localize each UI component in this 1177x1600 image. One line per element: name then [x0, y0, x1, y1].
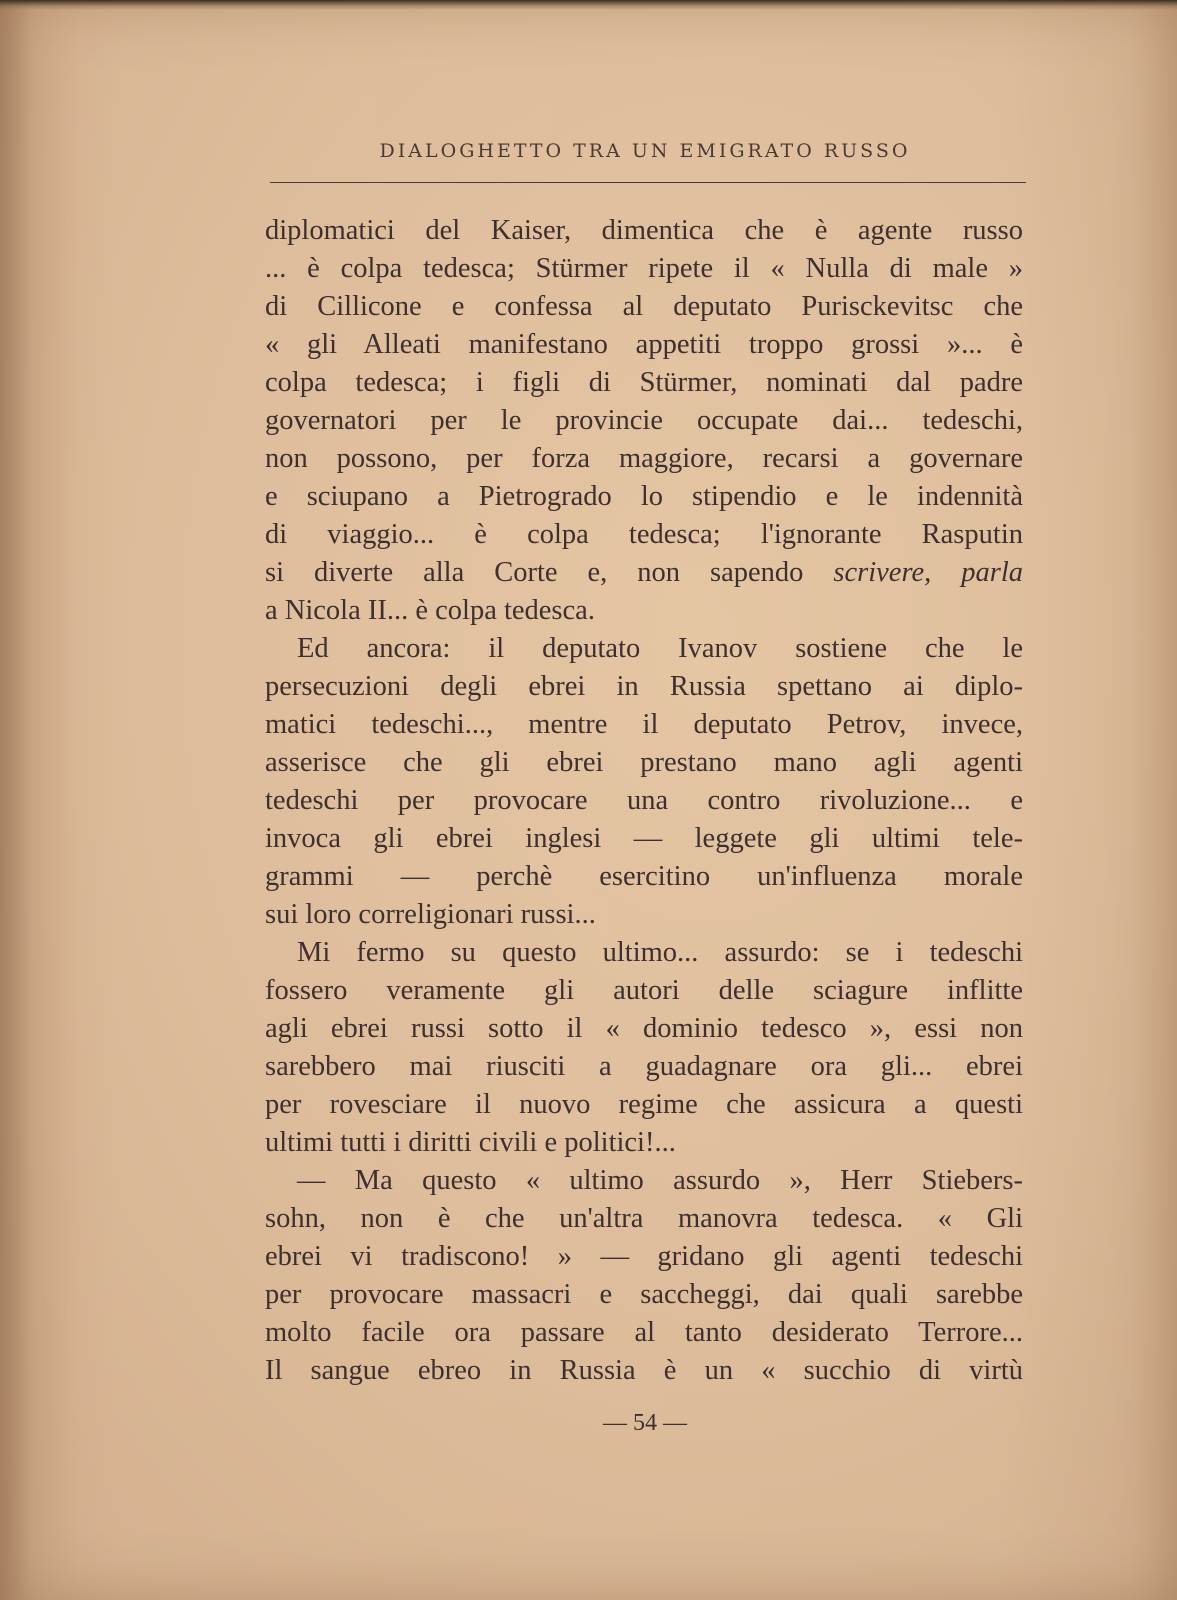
- text-line-content: matici tedeschi..., mentre il deputato Petrov, invece,: [265, 709, 1023, 740]
- text-line: [265, 1352, 1023, 1390]
- text-line-content: grammi — perchè esercitino un'influenza morale: [265, 861, 1023, 892]
- text-line: [265, 1010, 1023, 1048]
- text-line: [265, 440, 1023, 478]
- text-line: [265, 820, 1023, 858]
- page-number: — 54 —: [603, 1410, 687, 1436]
- text-line-content: per provocare massacri e saccheggi, dai quali sarebbe: [265, 1279, 1023, 1310]
- text-line: [265, 934, 1023, 972]
- text-line-content: asserisce che gli ebrei prestano mano agli agenti: [265, 747, 1023, 778]
- text-line-content: non possono, per forza maggiore, recarsi a governare: [265, 443, 1023, 474]
- text-line-content: invoca gli ebrei inglesi — leggete gli ultimi tele-: [265, 823, 1023, 854]
- text-line-content: sarebbero mai riusciti a guadagnare ora gli... ebrei: [265, 1051, 1023, 1082]
- text-line: [265, 402, 1023, 440]
- text-line: [265, 1314, 1023, 1352]
- text-line: [265, 516, 1023, 554]
- text-line: [265, 1200, 1023, 1238]
- text-line-content: Il sangue ebreo in Russia è un « succhio di virtù: [265, 1355, 1023, 1386]
- text-line: [265, 1048, 1023, 1086]
- text-line-content: sohn, non è che un'altra manovra tedesca. « Gli: [265, 1203, 1023, 1234]
- text-line-content: si diverte alla Corte e, non sapendo: [265, 557, 834, 588]
- text-line: [265, 1086, 1023, 1124]
- running-head: DIALOGHETTO TRA UN EMIGRATO RUSSO: [379, 140, 911, 162]
- text-line-content: persecuzioni degli ebrei in Russia spettano ai diplo-: [265, 671, 1023, 702]
- text-line-content: — Ma questo « ultimo assurdo », Herr Stiebers-: [297, 1165, 1023, 1196]
- text-line: [265, 706, 1023, 744]
- text-line: [265, 212, 1023, 250]
- text-line: [265, 326, 1023, 364]
- text-line: [265, 858, 1023, 896]
- text-line-content: ... è colpa tedesca; Stürmer ripete il « Nulla di male »: [265, 253, 1023, 284]
- text-line-content: ebrei vi tradiscono! » — gridano gli agenti tedeschi: [265, 1241, 1023, 1272]
- text-line-content: fossero veramente gli autori delle sciagure inflitte: [265, 975, 1023, 1006]
- text-line: [265, 630, 1023, 668]
- text-line-content: « gli Alleati manifestano appetiti troppo grossi »... è: [265, 329, 1023, 360]
- text-line-content: agli ebrei russi sotto il « dominio tedesco », essi non: [265, 1013, 1023, 1044]
- header-rule: [270, 182, 1026, 183]
- text-line: [265, 1238, 1023, 1276]
- text-line-content: molto facile ora passare al tanto desiderato Terrore...: [265, 1317, 1023, 1348]
- text-line: [265, 250, 1023, 288]
- text-line: [265, 1276, 1023, 1314]
- text-line: [265, 288, 1023, 326]
- text-line-content: ultimi tutti i diritti civili e politici!...: [265, 1127, 676, 1158]
- text-line-content: Ed ancora: il deputato Ivanov sostiene che le: [297, 633, 1023, 664]
- text-line-content: governatori per le provincie occupate dai... tedeschi,: [265, 405, 1023, 436]
- text-line-content: di Cillicone e confessa al deputato Purisckevitsc che: [265, 291, 1023, 322]
- text-line: [265, 896, 1023, 934]
- text-line: [265, 668, 1023, 706]
- text-line: [265, 364, 1023, 402]
- text-line: [265, 478, 1023, 516]
- text-line-content: per rovesciare il nuovo regime che assicura a questi: [265, 1089, 1023, 1120]
- text-line: [265, 782, 1023, 820]
- text-line-content: e sciupano a Pietrogrado lo stipendio e le indennità: [265, 481, 1023, 512]
- text-line-content: di viaggio... è colpa tedesca; l'ignorante Rasputin: [265, 519, 1023, 550]
- text-line: [265, 592, 1023, 630]
- body-text: [265, 212, 1023, 1390]
- text-line: [265, 1124, 1023, 1162]
- text-line-content: a Nicola II... è colpa tedesca.: [265, 595, 595, 626]
- text-line-content: sui loro correligionari russi...: [265, 899, 596, 930]
- text-line-content: diplomatici del Kaiser, dimentica che è agente russo: [265, 215, 1023, 246]
- text-line: [265, 554, 1023, 592]
- text-line: [265, 1162, 1023, 1200]
- text-line: [265, 744, 1023, 782]
- text-line: [265, 972, 1023, 1010]
- text-line-content: tedeschi per provocare una contro rivoluzione... e: [265, 785, 1023, 816]
- text-line-content: Mi fermo su questo ultimo... assurdo: se i tedeschi: [297, 937, 1023, 968]
- text-line-content: colpa tedesca; i figli di Stürmer, nominati dal padre: [265, 367, 1023, 398]
- text-line-italic: scrivere, parla: [833, 557, 1023, 588]
